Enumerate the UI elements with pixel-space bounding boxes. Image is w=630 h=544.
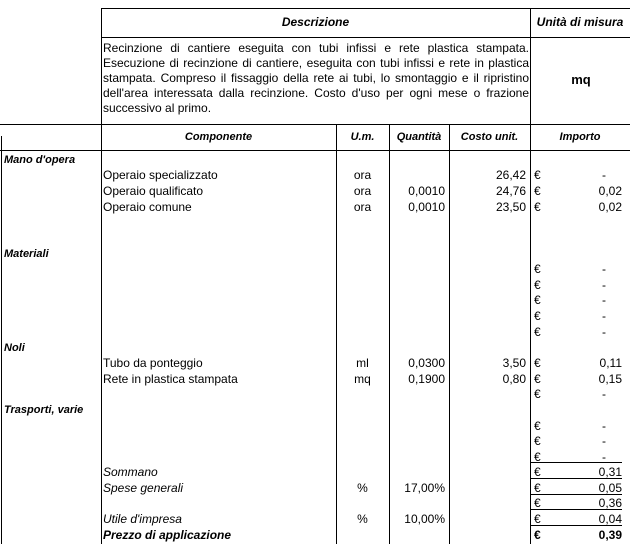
row-importo: - <box>602 168 606 182</box>
col-componente: Componente <box>184 131 253 143</box>
category-noli: Noli <box>4 342 25 354</box>
euro-sign: € <box>534 419 541 433</box>
row-importo: - <box>602 262 606 276</box>
row-importo: - <box>602 387 606 401</box>
row-qty: 0,0010 <box>408 200 445 214</box>
row-importo: 0,02 <box>598 184 622 198</box>
spese-pct: 17,00% <box>404 481 445 495</box>
euro-sign: € <box>534 528 541 542</box>
euro-sign: € <box>534 200 541 214</box>
row-importo: 0,15 <box>598 372 622 386</box>
row-qty: 0,1900 <box>408 372 445 386</box>
header-divider <box>101 37 630 38</box>
col-um: U.m. <box>350 131 375 143</box>
row-um: ora <box>353 200 372 214</box>
utile-um: % <box>357 512 368 526</box>
row-um: ml <box>356 356 369 370</box>
sum-line <box>530 478 622 479</box>
utile-impresa-label: Utile d'impresa <box>103 512 182 526</box>
row-qty: 0,0010 <box>408 184 445 198</box>
prezzo-value: 0,39 <box>598 528 622 542</box>
row-qty: 0,0300 <box>408 356 445 370</box>
row-um: mq <box>354 372 371 386</box>
euro-sign: € <box>534 325 541 339</box>
euro-sign: € <box>534 387 541 401</box>
row-um: ora <box>353 168 372 182</box>
spese-value: 0,05 <box>598 481 622 495</box>
sum-line <box>530 494 622 495</box>
spese-generali-label: Spese generali <box>103 481 184 495</box>
row-name: Tubo da ponteggio <box>103 356 203 370</box>
sum-line <box>530 509 622 510</box>
row-importo: - <box>602 419 606 433</box>
euro-sign: € <box>534 309 541 323</box>
col-line-left <box>1 136 2 544</box>
row-name: Operaio comune <box>103 200 192 214</box>
euro-sign: € <box>534 496 541 510</box>
euro-sign: € <box>534 465 541 479</box>
col-line-desc <box>530 8 531 544</box>
euro-sign: € <box>534 372 541 386</box>
euro-sign: € <box>534 434 541 448</box>
euro-sign: € <box>534 184 541 198</box>
euro-sign: € <box>534 356 541 370</box>
row-name: Operaio qualificato <box>103 184 204 198</box>
columns-top-border <box>0 124 630 125</box>
row-name: Operaio specializzato <box>103 168 218 182</box>
row-importo: - <box>602 325 606 339</box>
utile-pct: 10,00% <box>404 512 445 526</box>
sommano-value: 0,31 <box>598 465 622 479</box>
category-materiali: Materiali <box>4 248 49 260</box>
columns-bottom-border <box>0 150 630 151</box>
spese-um: % <box>357 481 368 495</box>
description-unit: mq <box>571 72 591 87</box>
header-unita-misura: Unità di misura <box>536 15 624 29</box>
sommano-label: Sommano <box>103 465 158 479</box>
col-importo: Importo <box>559 131 601 143</box>
prezzo-applicazione-label: Prezzo di applicazione <box>103 528 232 542</box>
subtotal-value: 0,36 <box>598 496 622 510</box>
row-um: ora <box>353 184 372 198</box>
row-importo: - <box>602 278 606 292</box>
category-mano-opera: Mano d'opera <box>4 154 76 166</box>
euro-sign: € <box>534 293 541 307</box>
utile-value: 0,04 <box>598 512 622 526</box>
row-importo: 0,11 <box>599 356 622 370</box>
row-cost: 24,76 <box>495 184 526 198</box>
sum-line <box>530 525 622 526</box>
row-importo: 0,02 <box>598 200 622 214</box>
col-costo-unit: Costo unit. <box>460 131 519 143</box>
col-quantita: Quantità <box>396 131 442 143</box>
row-importo: - <box>602 293 606 307</box>
row-cost: 0,80 <box>502 372 526 386</box>
euro-sign: € <box>534 450 541 464</box>
category-trasporti: Trasporti, varie <box>4 404 84 416</box>
sum-line <box>530 462 622 463</box>
euro-sign: € <box>534 168 541 182</box>
euro-sign: € <box>534 262 541 276</box>
euro-sign: € <box>534 512 541 526</box>
top-border <box>101 8 630 9</box>
row-cost: 26,42 <box>495 168 526 182</box>
euro-sign: € <box>534 481 541 495</box>
header-descrizione: Descrizione <box>281 15 350 29</box>
row-importo: - <box>602 434 606 448</box>
euro-sign: € <box>534 278 541 292</box>
row-importo: - <box>602 309 606 323</box>
row-cost: 3,50 <box>502 356 526 370</box>
col-line-1 <box>101 8 102 544</box>
row-name: Rete in plastica stampata <box>103 372 238 386</box>
row-cost: 23,50 <box>495 200 526 214</box>
description-text: Recinzione di cantiere eseguita con tubi infissi e rete plastica stampata. Esecuzione di recinzione di cantiere, eseguita con tubi infissi e rete in plastica stampata. Compreso il fissaggio della rete ai tubi, lo smontaggio e il ripristino dell'area interessata dalla recinzione. Costo d'uso per ogni mese o frazione successivo al primo. <box>103 41 529 115</box>
row-importo: - <box>602 450 606 464</box>
